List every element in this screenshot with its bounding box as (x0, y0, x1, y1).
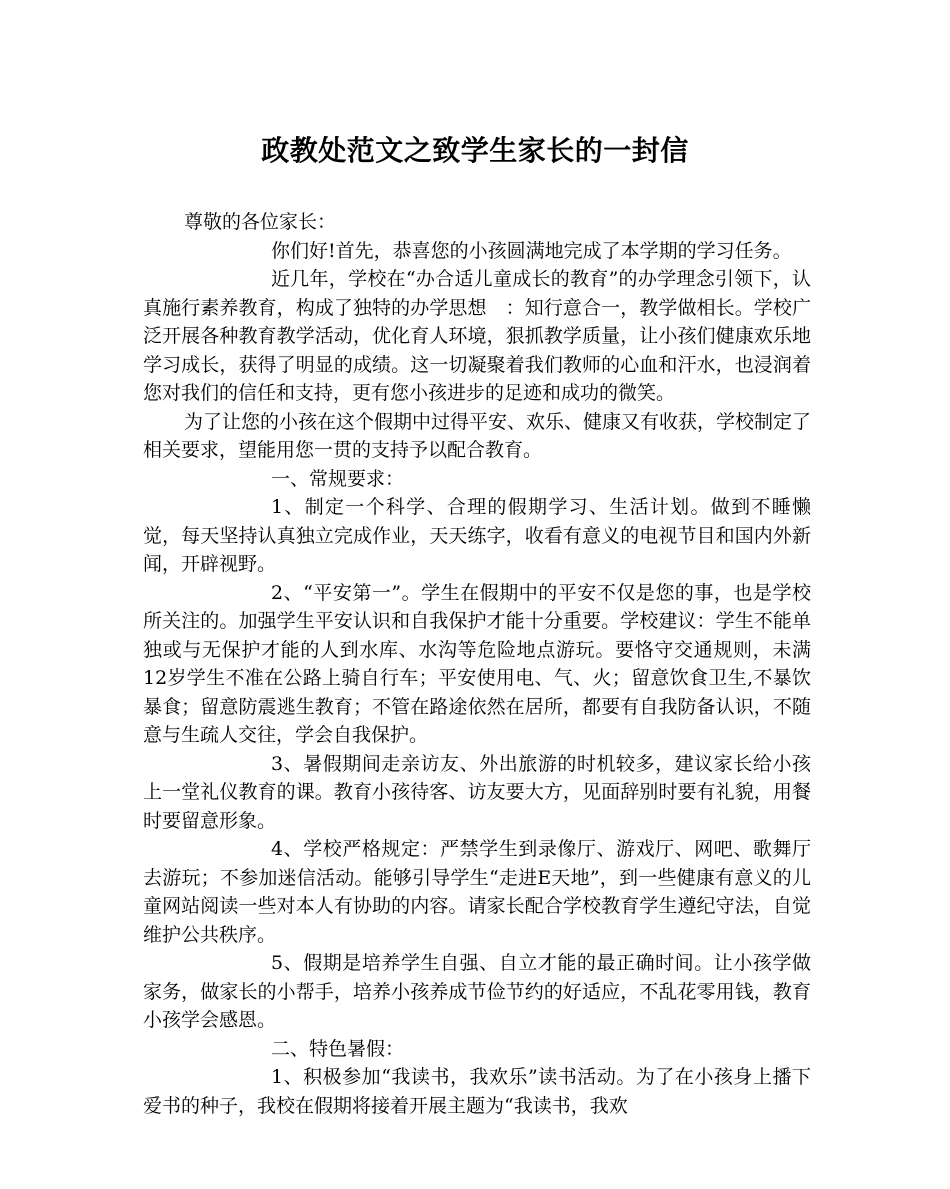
paragraph: 尊敬的各位家长： (184, 211, 337, 233)
paragraph: 你们好!首先，恭喜您的小孩圆满地完成了本学期的学习任务。 (271, 239, 792, 262)
paragraph: 近几年，学校在“办合适儿童成长的教育”的办学理念引领下，认真施行素养教育，构成了独特的办学思想 ：知行意合一，教学做相长。学校广泛开展各种教育教学活动，优化育人环境，狠抓教学质量，让小孩们健康欢乐地学习成长，获得了明显的成绩。这一切凝聚着我们教师的心血和汗水，也浸润着您对我们的信任和支持，更有您小孩进步的足迹和成功的微笑。 (143, 268, 811, 404)
paragraph: 二、特色暑假： (271, 1037, 405, 1060)
document-title: 政教处范文之致学生家长的一封信 (261, 134, 689, 167)
paragraph: 2、“平安第一”。学生在假期中的平安不仅是您的事，也是学校所关注的。加强学生平安认识和自我保护才能十分重要。学校建议：学生不能单独或与无保护才能的人到水库、水沟等危险地点游玩。要恪守交通规则，未满12岁学生不准在公路上骑自行车；平安使用电、气、火；留意饮食卫生,不暴饮暴食；留意防震逃生教育；不管在路途依然在居所，都要有自我防备认识，不随意与生疏人交往，学会自我保护。 (143, 581, 811, 746)
paragraph: 一、常规要求： (271, 467, 405, 490)
paragraph: 4、学校严格规定：严禁学生到录像厅、游戏厅、网吧、歌舞厅去游玩；不参加迷信活动。能够引导学生“走进E天地”，到一些健康有意义的儿童网站阅读一些对本人有协助的内容。请家长配合学校教育学生遵纪守法，自觉维护公共秩序。 (143, 838, 811, 946)
paragraph: 3、暑假期间走亲访友、外出旅游的时机较多，建议家长给小孩上一堂礼仪教育的课。教育小孩待客、访友要大方，见面辞别时要有礼貌，用餐时要留意形象。 (143, 752, 811, 832)
paragraph: 1、积极参加“我读书，我欢乐”读书活动。为了在小孩身上播下爱书的种子，我校在假期将接着开展主题为“我读书，我欢 (143, 1066, 811, 1117)
document-body (143, 208, 811, 1120)
paragraph: 为了让您的小孩在这个假期中过得平安、欢乐、健康又有收获，学校制定了相关要求，望能用您一贯的支持予以配合教育。 (143, 410, 812, 461)
paragraph: 1、制定一个科学、合理的假期学习、生活计划。做到不睡懒觉，每天坚持认真独立完成作业，天天练字，收看有意义的电视节目和国内外新闻，开辟视野。 (143, 496, 811, 575)
paragraph: 5、假期是培养学生自强、自立才能的最正确时间。让小孩学做家务，做家长的小帮手，培养小孩养成节俭节约的好适应，不乱花零用钱，教育小孩学会感恩。 (143, 952, 811, 1031)
